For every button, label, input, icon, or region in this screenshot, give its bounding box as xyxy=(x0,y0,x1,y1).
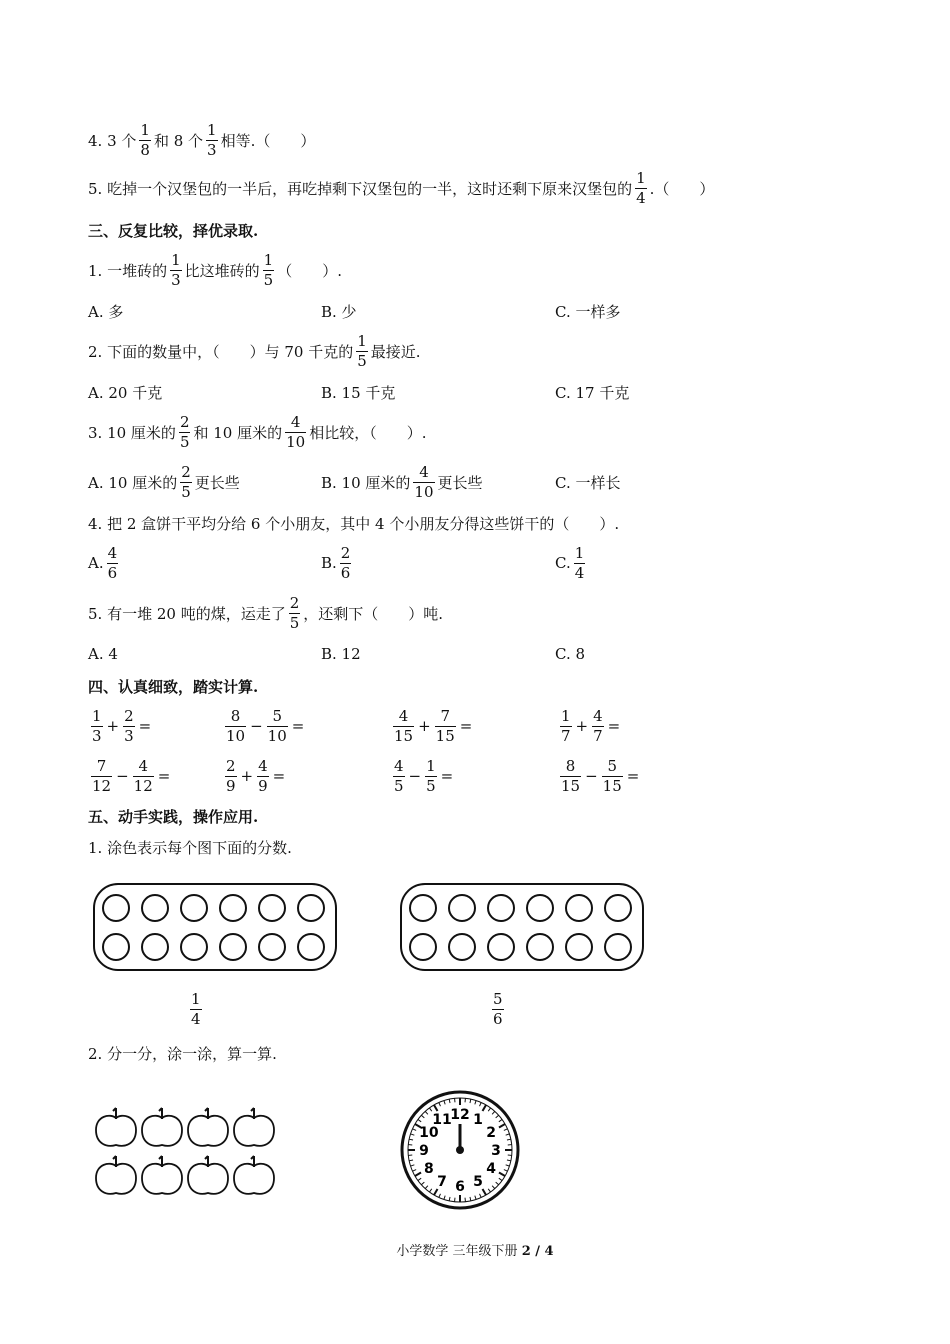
clock-tick xyxy=(480,1102,482,1106)
option-c: C. 17 千克 xyxy=(555,383,630,402)
clock-number: 11 xyxy=(432,1111,452,1128)
tray-circle[interactable] xyxy=(142,895,168,921)
fraction: $\frac{4}{6}$ xyxy=(107,543,118,582)
clock-tick xyxy=(499,1119,502,1121)
text: .（ ） xyxy=(649,179,715,198)
text: 3. 10 厘米的 xyxy=(88,423,176,442)
fraction: $\frac{4}{15}$ xyxy=(394,706,414,745)
fraction: $\frac{7}{12}$ xyxy=(92,756,112,795)
clock-tick xyxy=(411,1134,415,1135)
option-c: C. 一样长 xyxy=(555,473,621,492)
clock-tick xyxy=(429,1189,431,1192)
tray-circle[interactable] xyxy=(103,895,129,921)
calc-expression xyxy=(222,704,305,748)
clock-tick xyxy=(475,1101,476,1105)
circle-tray-right xyxy=(393,878,653,974)
clock-tick xyxy=(483,1105,487,1111)
clock-number: 9 xyxy=(419,1143,429,1159)
tray-circle[interactable] xyxy=(566,895,592,921)
page-footer xyxy=(0,1240,950,1259)
fraction-label-right: $\frac{5}{6}$ xyxy=(493,990,503,1028)
fraction: $\frac{8}{10}$ xyxy=(226,706,246,745)
tf-item-4 xyxy=(88,120,315,160)
equals-sign: = xyxy=(138,717,152,735)
clock-number: 3 xyxy=(491,1143,501,1159)
apple-icon[interactable] xyxy=(234,1156,274,1194)
tray-circle[interactable] xyxy=(527,934,553,960)
clock-tick xyxy=(425,1111,428,1114)
tray-circle[interactable] xyxy=(220,895,246,921)
apple-icon[interactable] xyxy=(96,1156,136,1194)
operator: − xyxy=(408,767,422,785)
equals-sign: = xyxy=(626,767,640,785)
calc-expression xyxy=(222,754,286,798)
fraction: $\frac{1}{4}$ xyxy=(636,168,646,207)
clock-number: 2 xyxy=(486,1125,497,1141)
section-5-title: 五、动手实践，操作应用. xyxy=(88,808,259,826)
clock-tick xyxy=(421,1182,424,1185)
text: C. xyxy=(555,554,571,572)
fraction: $\frac{2}{5}$ xyxy=(181,462,191,501)
text: 4. 3 个 xyxy=(88,131,137,150)
clock-tick xyxy=(488,1189,490,1192)
mc-question-2 xyxy=(88,331,421,371)
fraction: $\frac{7}{15}$ xyxy=(435,706,455,745)
fraction: $\frac{1}{3}$ xyxy=(171,250,181,289)
fraction: $\frac{2}{5}$ xyxy=(179,412,190,451)
footer-text: 小学数学 三年级下册 xyxy=(396,1244,522,1259)
tray-circle[interactable] xyxy=(142,934,168,960)
operator: − xyxy=(250,717,263,735)
fraction: $\frac{4}{12}$ xyxy=(133,756,153,795)
option-c xyxy=(555,543,588,583)
text: 2. 下面的数量中，（ ）与 70 千克的 xyxy=(88,342,354,361)
clock-face xyxy=(398,1088,522,1212)
tray-circle[interactable] xyxy=(566,934,592,960)
text: 更长些 xyxy=(194,473,240,492)
tray-circle[interactable] xyxy=(259,895,285,921)
option-b xyxy=(321,462,483,502)
clock-number: 10 xyxy=(419,1125,439,1141)
operator: + xyxy=(418,717,431,735)
clock-tick xyxy=(444,1196,445,1200)
fraction: $\frac{4}{5}$ xyxy=(394,756,404,795)
circle-tray-left xyxy=(86,878,346,974)
text: 比这堆砖的 xyxy=(184,261,260,280)
fraction: $\frac{1}{5}$ xyxy=(426,756,436,795)
clock-tick xyxy=(507,1160,511,1161)
clock-tick xyxy=(492,1186,495,1189)
option-b: B. 12 xyxy=(321,645,361,663)
clock-tick xyxy=(480,1194,482,1198)
clock-number: 5 xyxy=(473,1174,483,1191)
mc-question-1 xyxy=(88,250,342,290)
equals-sign: = xyxy=(459,717,473,735)
text: B. xyxy=(321,554,337,572)
fraction: $\frac{4}{10}$ xyxy=(414,462,434,501)
apple-icon[interactable] xyxy=(188,1108,228,1146)
clock-tick xyxy=(470,1197,471,1201)
clock-tick xyxy=(409,1160,413,1161)
fraction: $\frac{1}{5}$ xyxy=(263,250,274,289)
tray-circle[interactable] xyxy=(298,895,324,921)
fraction: $\frac{2}{5}$ xyxy=(289,593,300,632)
mc-question-4 xyxy=(88,503,619,543)
equals-sign: = xyxy=(440,767,454,785)
option-c: C. 8 xyxy=(555,645,586,663)
fraction: $\frac{2}{9}$ xyxy=(226,756,236,795)
clock-tick xyxy=(412,1170,416,1172)
apple-icon[interactable] xyxy=(96,1108,136,1146)
option-a xyxy=(88,462,240,502)
clock-tick xyxy=(499,1178,502,1180)
clock-tick xyxy=(470,1099,471,1103)
option-b: B. 15 千克 xyxy=(321,383,396,402)
operator: − xyxy=(116,767,129,785)
fraction: $\frac{4}{10}$ xyxy=(286,412,306,451)
fraction: $\frac{4}{9}$ xyxy=(258,756,268,795)
clock-tick xyxy=(411,1165,415,1166)
option-a: A. 多 xyxy=(88,302,124,321)
clock-tick xyxy=(504,1129,508,1131)
clock-tick xyxy=(429,1108,431,1111)
tray-circle[interactable] xyxy=(449,934,475,960)
clock-tick xyxy=(439,1102,441,1106)
clock-tick xyxy=(449,1197,450,1201)
tray-circle[interactable] xyxy=(181,934,207,960)
text: 4. 把 2 盒饼干平均分给 6 个小朋友，其中 4 个小朋友分得这些饼干的（ ）. xyxy=(88,514,620,533)
tray-circle[interactable] xyxy=(605,934,631,960)
text: ，还剩下（ ）吨. xyxy=(303,604,444,623)
option-a xyxy=(88,543,121,583)
text: B. 10 厘米的 xyxy=(321,473,411,492)
tray-circle[interactable] xyxy=(488,895,514,921)
apple-icon[interactable] xyxy=(142,1108,182,1146)
tray-circle[interactable] xyxy=(103,934,129,960)
text: 相等.（ ） xyxy=(220,131,316,150)
text: 5. 有一堆 20 吨的煤，运走了 xyxy=(88,604,286,623)
clock-tick xyxy=(421,1115,424,1118)
page-number: 2 / 4 xyxy=(521,1244,554,1259)
apples-group xyxy=(92,1104,282,1204)
clock-tick xyxy=(507,1139,511,1140)
fraction: $\frac{8}{15}$ xyxy=(561,756,581,795)
mc-question-3 xyxy=(88,412,426,452)
calc-expression xyxy=(557,704,621,748)
calc-expression xyxy=(557,754,640,798)
clock-tick xyxy=(434,1105,438,1111)
clock-number: 12 xyxy=(450,1107,470,1123)
equals-sign: = xyxy=(157,767,171,785)
fraction: $\frac{2}{6}$ xyxy=(340,543,351,582)
fraction: $\frac{5}{10}$ xyxy=(267,706,287,745)
clock-tick xyxy=(488,1108,490,1111)
apple-icon[interactable] xyxy=(142,1156,182,1194)
option-b: B. 少 xyxy=(321,302,357,321)
text: A. 10 厘米的 xyxy=(88,473,178,492)
text: 和 8 个 xyxy=(153,131,204,150)
text: A. xyxy=(88,554,104,572)
calc-expression xyxy=(390,704,473,748)
clock-tick xyxy=(449,1099,450,1103)
fraction: $\frac{4}{7}$ xyxy=(593,706,603,745)
clock-tick xyxy=(409,1139,413,1140)
tray-circle[interactable] xyxy=(410,895,436,921)
fraction: $\frac{1}{3}$ xyxy=(92,706,102,745)
clock-center xyxy=(456,1146,464,1154)
operator: + xyxy=(240,767,254,785)
clock-tick xyxy=(418,1178,421,1180)
mc-question-5 xyxy=(88,593,443,633)
clock-number: 8 xyxy=(423,1161,434,1177)
option-a: A. 4 xyxy=(88,645,118,663)
tray-circle[interactable] xyxy=(527,895,553,921)
option-b xyxy=(321,543,354,583)
text: 5. 吃掉一个汉堡包的一半后，再吃掉剩下汉堡包的一半，这时还剩下原来汉堡包的 xyxy=(88,179,633,198)
clock-tick xyxy=(496,1182,499,1185)
clock-number: 1 xyxy=(473,1111,483,1128)
fraction: $\frac{1}{5}$ xyxy=(357,331,367,370)
clock-number: 6 xyxy=(455,1179,465,1195)
clock-tick xyxy=(506,1165,510,1166)
text: 更长些 xyxy=(437,473,483,492)
option-c: C. 一样多 xyxy=(555,302,621,321)
activity-1-prompt: 1. 涂色表示每个图下面的分数. xyxy=(88,839,292,857)
clock-tick xyxy=(412,1129,416,1131)
tf-item-5 xyxy=(88,168,714,208)
clock-tick xyxy=(504,1170,508,1172)
clock-tick xyxy=(499,1124,505,1128)
clock-tick xyxy=(475,1196,476,1200)
fraction: $\frac{1}{7}$ xyxy=(561,706,571,745)
tray-circle[interactable] xyxy=(410,934,436,960)
text: 相比较，（ ）. xyxy=(309,423,427,442)
fraction: $\frac{1}{3}$ xyxy=(207,120,217,159)
fraction: $\frac{5}{15}$ xyxy=(602,756,622,795)
tray-circle[interactable] xyxy=(259,934,285,960)
text: （ ）. xyxy=(277,261,342,280)
clock-number: 4 xyxy=(486,1161,497,1177)
fraction: $\frac{2}{3}$ xyxy=(124,706,134,745)
tray-circle[interactable] xyxy=(181,895,207,921)
clock-tick xyxy=(425,1186,428,1189)
text: 和 10 厘米的 xyxy=(193,423,283,442)
tray-circle[interactable] xyxy=(220,934,246,960)
section-4-title: 四、认真细致，踏实计算. xyxy=(88,678,259,696)
apple-icon[interactable] xyxy=(234,1108,274,1146)
tray-circle[interactable] xyxy=(605,895,631,921)
tray-circle[interactable] xyxy=(298,934,324,960)
clock-number: 7 xyxy=(437,1174,447,1191)
clock-tick xyxy=(499,1173,505,1177)
clock-tick xyxy=(483,1189,487,1195)
option-a: A. 20 千克 xyxy=(88,383,163,402)
tray-circle[interactable] xyxy=(449,895,475,921)
equals-sign: = xyxy=(607,717,621,735)
operator: + xyxy=(106,717,120,735)
clock-tick xyxy=(418,1119,421,1121)
clock-tick xyxy=(439,1194,441,1198)
fraction: $\frac{1}{8}$ xyxy=(140,120,150,159)
calc-expression xyxy=(88,754,171,798)
text: 1. 一堆砖的 xyxy=(88,261,168,280)
equals-sign: = xyxy=(272,767,286,785)
fraction: $\frac{1}{4}$ xyxy=(574,543,585,582)
operator: − xyxy=(585,767,598,785)
clock-tick xyxy=(496,1115,499,1118)
clock-tick xyxy=(415,1173,421,1177)
text: 最接近. xyxy=(370,342,421,361)
calc-expression xyxy=(88,704,152,748)
clock-tick xyxy=(444,1101,445,1105)
section-3-title: 三、反复比较，择优录取. xyxy=(88,222,259,240)
activity-2-prompt: 2. 分一分，涂一涂，算一算. xyxy=(88,1045,277,1063)
operator: + xyxy=(575,717,589,735)
tray-circle[interactable] xyxy=(488,934,514,960)
clock-tick xyxy=(506,1134,510,1135)
calc-expression xyxy=(390,754,454,798)
equals-sign: = xyxy=(291,717,305,735)
clock-tick xyxy=(492,1111,495,1114)
apple-icon[interactable] xyxy=(188,1156,228,1194)
fraction-label-left: $\frac{1}{4}$ xyxy=(191,990,201,1028)
